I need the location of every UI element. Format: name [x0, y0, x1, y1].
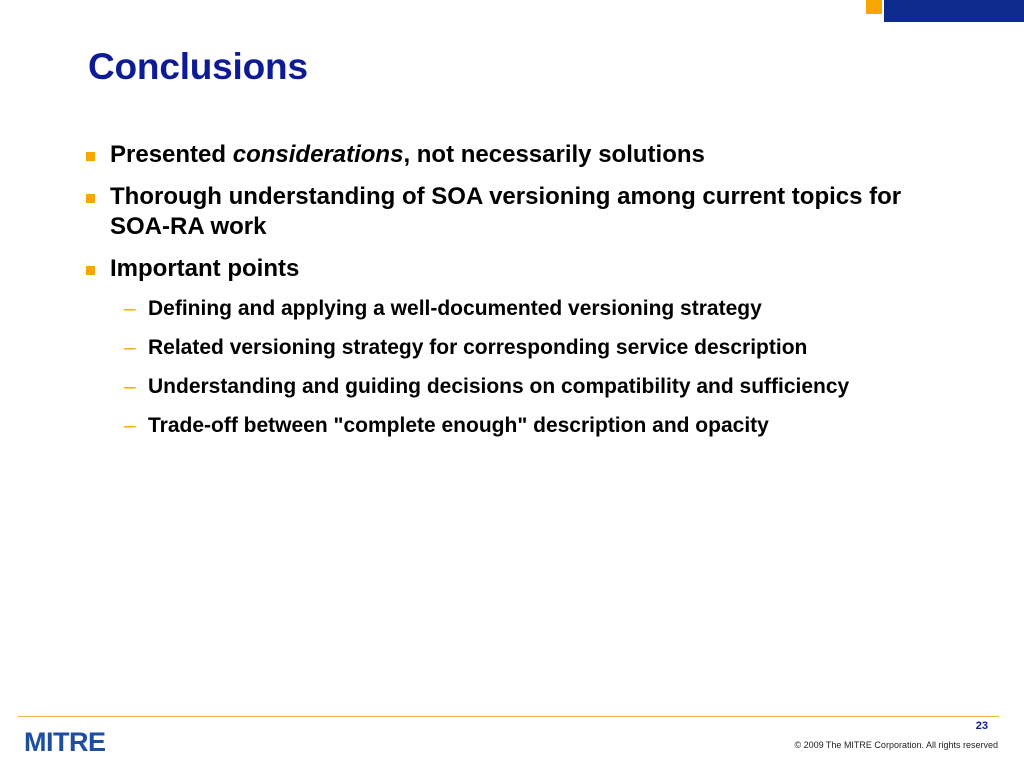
footer-rule [18, 716, 999, 717]
header-accent-orange [866, 0, 882, 14]
page-number: 23 [975, 720, 988, 732]
square-bullet-icon [86, 194, 95, 203]
sub-bullet-text: Trade-off between "complete enough" description and opacity [148, 414, 769, 437]
bullet-text-pre: Presented [110, 141, 233, 168]
dash-bullet-icon: – [124, 375, 136, 398]
slide-title: Conclusions [88, 46, 308, 87]
bullet-text: Thorough understanding of SOA versioning among current topics for SOA-RA work [110, 183, 902, 240]
bullet-text-emphasis: considerations [232, 141, 404, 168]
bullet-item [86, 140, 966, 170]
bullet-text-post: , not necessarily solutions [403, 141, 705, 168]
sub-bullet-item [86, 295, 966, 322]
bullet-item [86, 254, 966, 284]
square-bullet-icon [86, 152, 95, 161]
bullet-text: Important points [110, 255, 300, 282]
sub-bullet-item [86, 373, 966, 400]
sub-bullet-text: Defining and applying a well-documented versioning strategy [148, 297, 762, 320]
header-accent-blue [884, 0, 1024, 22]
slide-content [86, 140, 966, 439]
sub-bullet-text: Related versioning strategy for corresponding service description [148, 336, 808, 359]
dash-bullet-icon: – [124, 414, 136, 437]
dash-bullet-icon: – [124, 297, 136, 320]
dash-bullet-icon: – [124, 336, 136, 359]
sub-bullet-item [86, 334, 966, 361]
sub-bullet-item [86, 412, 966, 439]
square-bullet-icon [86, 266, 95, 275]
bullet-item [86, 182, 966, 242]
copyright-notice: © 2009 The MITRE Corporation. All rights reserved [794, 740, 998, 750]
sub-bullet-text: Understanding and guiding decisions on compatibility and sufficiency [148, 375, 850, 398]
mitre-logo: MITRE [24, 727, 106, 757]
